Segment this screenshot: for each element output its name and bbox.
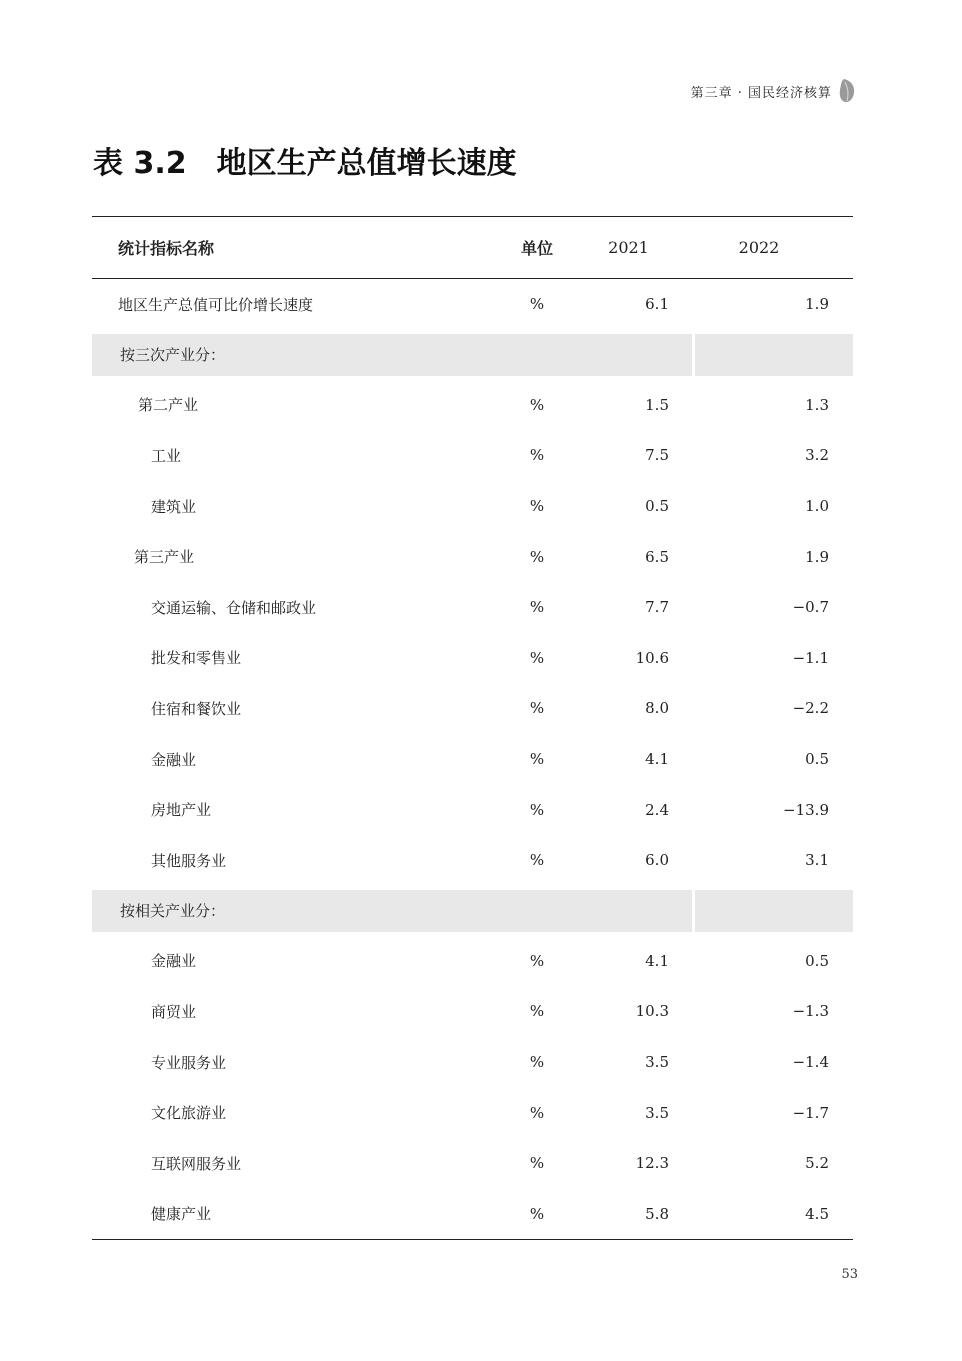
table-row (92, 1037, 853, 1088)
row-unit: % (529, 1204, 545, 1223)
row-label: 住宿和餐饮业 (151, 699, 242, 718)
row-value-2021: 12.3 (635, 1154, 669, 1173)
row-value-2021: 5.8 (645, 1204, 669, 1223)
table-title: 地区生产总值增长速度 (216, 146, 517, 181)
row-value-2022: 5.2 (805, 1154, 829, 1173)
row-value-2022: −1.4 (792, 1053, 829, 1072)
table-row (92, 582, 853, 633)
growth-rate-table (92, 216, 853, 1240)
row-unit: % (529, 1103, 545, 1122)
row-label: 商贸业 (151, 1002, 197, 1021)
row-unit: % (529, 497, 545, 516)
row-value-2022: 3.1 (805, 851, 829, 870)
row-value-2021: 6.5 (645, 547, 669, 566)
row-value-2021: 0.5 (645, 497, 669, 516)
row-label: 互联网服务业 (151, 1154, 242, 1173)
row-label: 第三产业 (134, 548, 195, 567)
row-label: 金融业 (151, 952, 197, 971)
row-value-2022: −1.3 (792, 1002, 829, 1021)
column-header-indicator: 统计指标名称 (118, 239, 215, 258)
table-row (92, 1138, 853, 1189)
row-value-2021: 10.6 (635, 648, 669, 667)
page-number: 53 (841, 1267, 858, 1282)
row-value-2022: 3.2 (805, 446, 829, 465)
row-value-2022 (695, 334, 853, 376)
row-label: 其他服务业 (151, 851, 227, 870)
table-row (92, 1189, 853, 1240)
table-number: 表 3.2 (93, 146, 187, 181)
row-label: 第二产业 (138, 396, 199, 415)
row-unit: % (529, 648, 545, 667)
table-bottom-rule (92, 1239, 853, 1240)
row-value-2021: 1.5 (645, 395, 669, 414)
row-label: 房地产业 (151, 801, 212, 820)
row-label: 交通运输、仓储和邮政业 (151, 598, 317, 617)
row-unit: % (529, 951, 545, 970)
row-unit: % (529, 395, 545, 414)
row-value-2021: 7.7 (645, 598, 669, 617)
row-value-2021: 2.4 (645, 800, 669, 819)
row-value-2022: 1.9 (805, 547, 829, 566)
running-header (691, 78, 856, 104)
row-unit: % (529, 851, 545, 870)
row-unit: % (529, 598, 545, 617)
row-value-2022: 1.9 (805, 295, 829, 314)
row-value-2022: −13.9 (783, 800, 829, 819)
row-value-2021: 4.1 (645, 750, 669, 769)
table-row (92, 430, 853, 481)
table-row (92, 531, 853, 582)
row-value-2022 (695, 890, 853, 932)
row-value-2021: 3.5 (645, 1103, 669, 1122)
row-label: 金融业 (151, 750, 197, 769)
row-value-2022: 0.5 (805, 750, 829, 769)
row-value-2022: −1.1 (792, 648, 829, 667)
row-value-2021: 10.3 (635, 1002, 669, 1021)
table-row (92, 683, 853, 734)
chapter-label: 第三章 · 国民经济核算 (690, 85, 832, 101)
row-value-2022: 1.0 (805, 497, 829, 516)
row-value-2021 (562, 890, 695, 932)
row-unit: % (529, 699, 545, 718)
row-unit: % (529, 1002, 545, 1021)
section-label: 按三次产业分： (120, 346, 226, 365)
row-unit: % (529, 295, 545, 314)
section-row (92, 890, 853, 932)
row-unit: % (529, 750, 545, 769)
row-label: 专业服务业 (151, 1053, 227, 1072)
column-header-2021: 2021 (608, 238, 649, 257)
table-row (92, 835, 853, 886)
row-value-2022: 0.5 (805, 951, 829, 970)
row-label: 地区生产总值可比价增长速度 (118, 295, 314, 314)
column-header-2022: 2022 (738, 238, 780, 257)
table-row (92, 380, 853, 431)
table-row (92, 936, 853, 987)
row-label: 健康产业 (151, 1205, 212, 1224)
table-row (92, 633, 853, 684)
row-value-2022: −0.7 (792, 598, 829, 617)
row-label: 建筑业 (151, 497, 197, 516)
row-value-2021: 8.0 (645, 699, 669, 718)
row-value-2022: 1.3 (805, 395, 829, 414)
table-row (92, 1087, 853, 1138)
row-label: 批发和零售业 (151, 649, 242, 668)
row-value-2022: −2.2 (792, 699, 829, 718)
row-value-2021: 6.1 (645, 295, 669, 314)
row-value-2021 (562, 334, 695, 376)
table-row (92, 986, 853, 1037)
row-unit: % (529, 547, 545, 566)
table-row (92, 481, 853, 532)
column-header-unit: 单位 (520, 239, 553, 258)
decorative-leaf-icon (838, 78, 856, 104)
table-header-row (92, 217, 853, 278)
table-row (92, 734, 853, 785)
table-row (92, 784, 853, 835)
row-value-2022: 4.5 (805, 1204, 829, 1223)
row-value-2022: −1.7 (792, 1103, 829, 1122)
row-label: 工业 (151, 446, 182, 465)
row-unit: % (529, 1053, 545, 1072)
row-unit: % (529, 446, 545, 465)
row-unit: % (529, 1154, 545, 1173)
table-row (92, 279, 853, 330)
row-value-2021: 6.0 (645, 851, 669, 870)
section-label: 按相关产业分： (120, 902, 226, 921)
row-label: 文化旅游业 (151, 1104, 227, 1123)
section-row (92, 334, 853, 376)
page-title (93, 138, 517, 182)
row-value-2021: 7.5 (645, 446, 669, 465)
row-value-2021: 3.5 (645, 1053, 669, 1072)
row-value-2021: 4.1 (645, 951, 669, 970)
row-unit: % (529, 800, 545, 819)
